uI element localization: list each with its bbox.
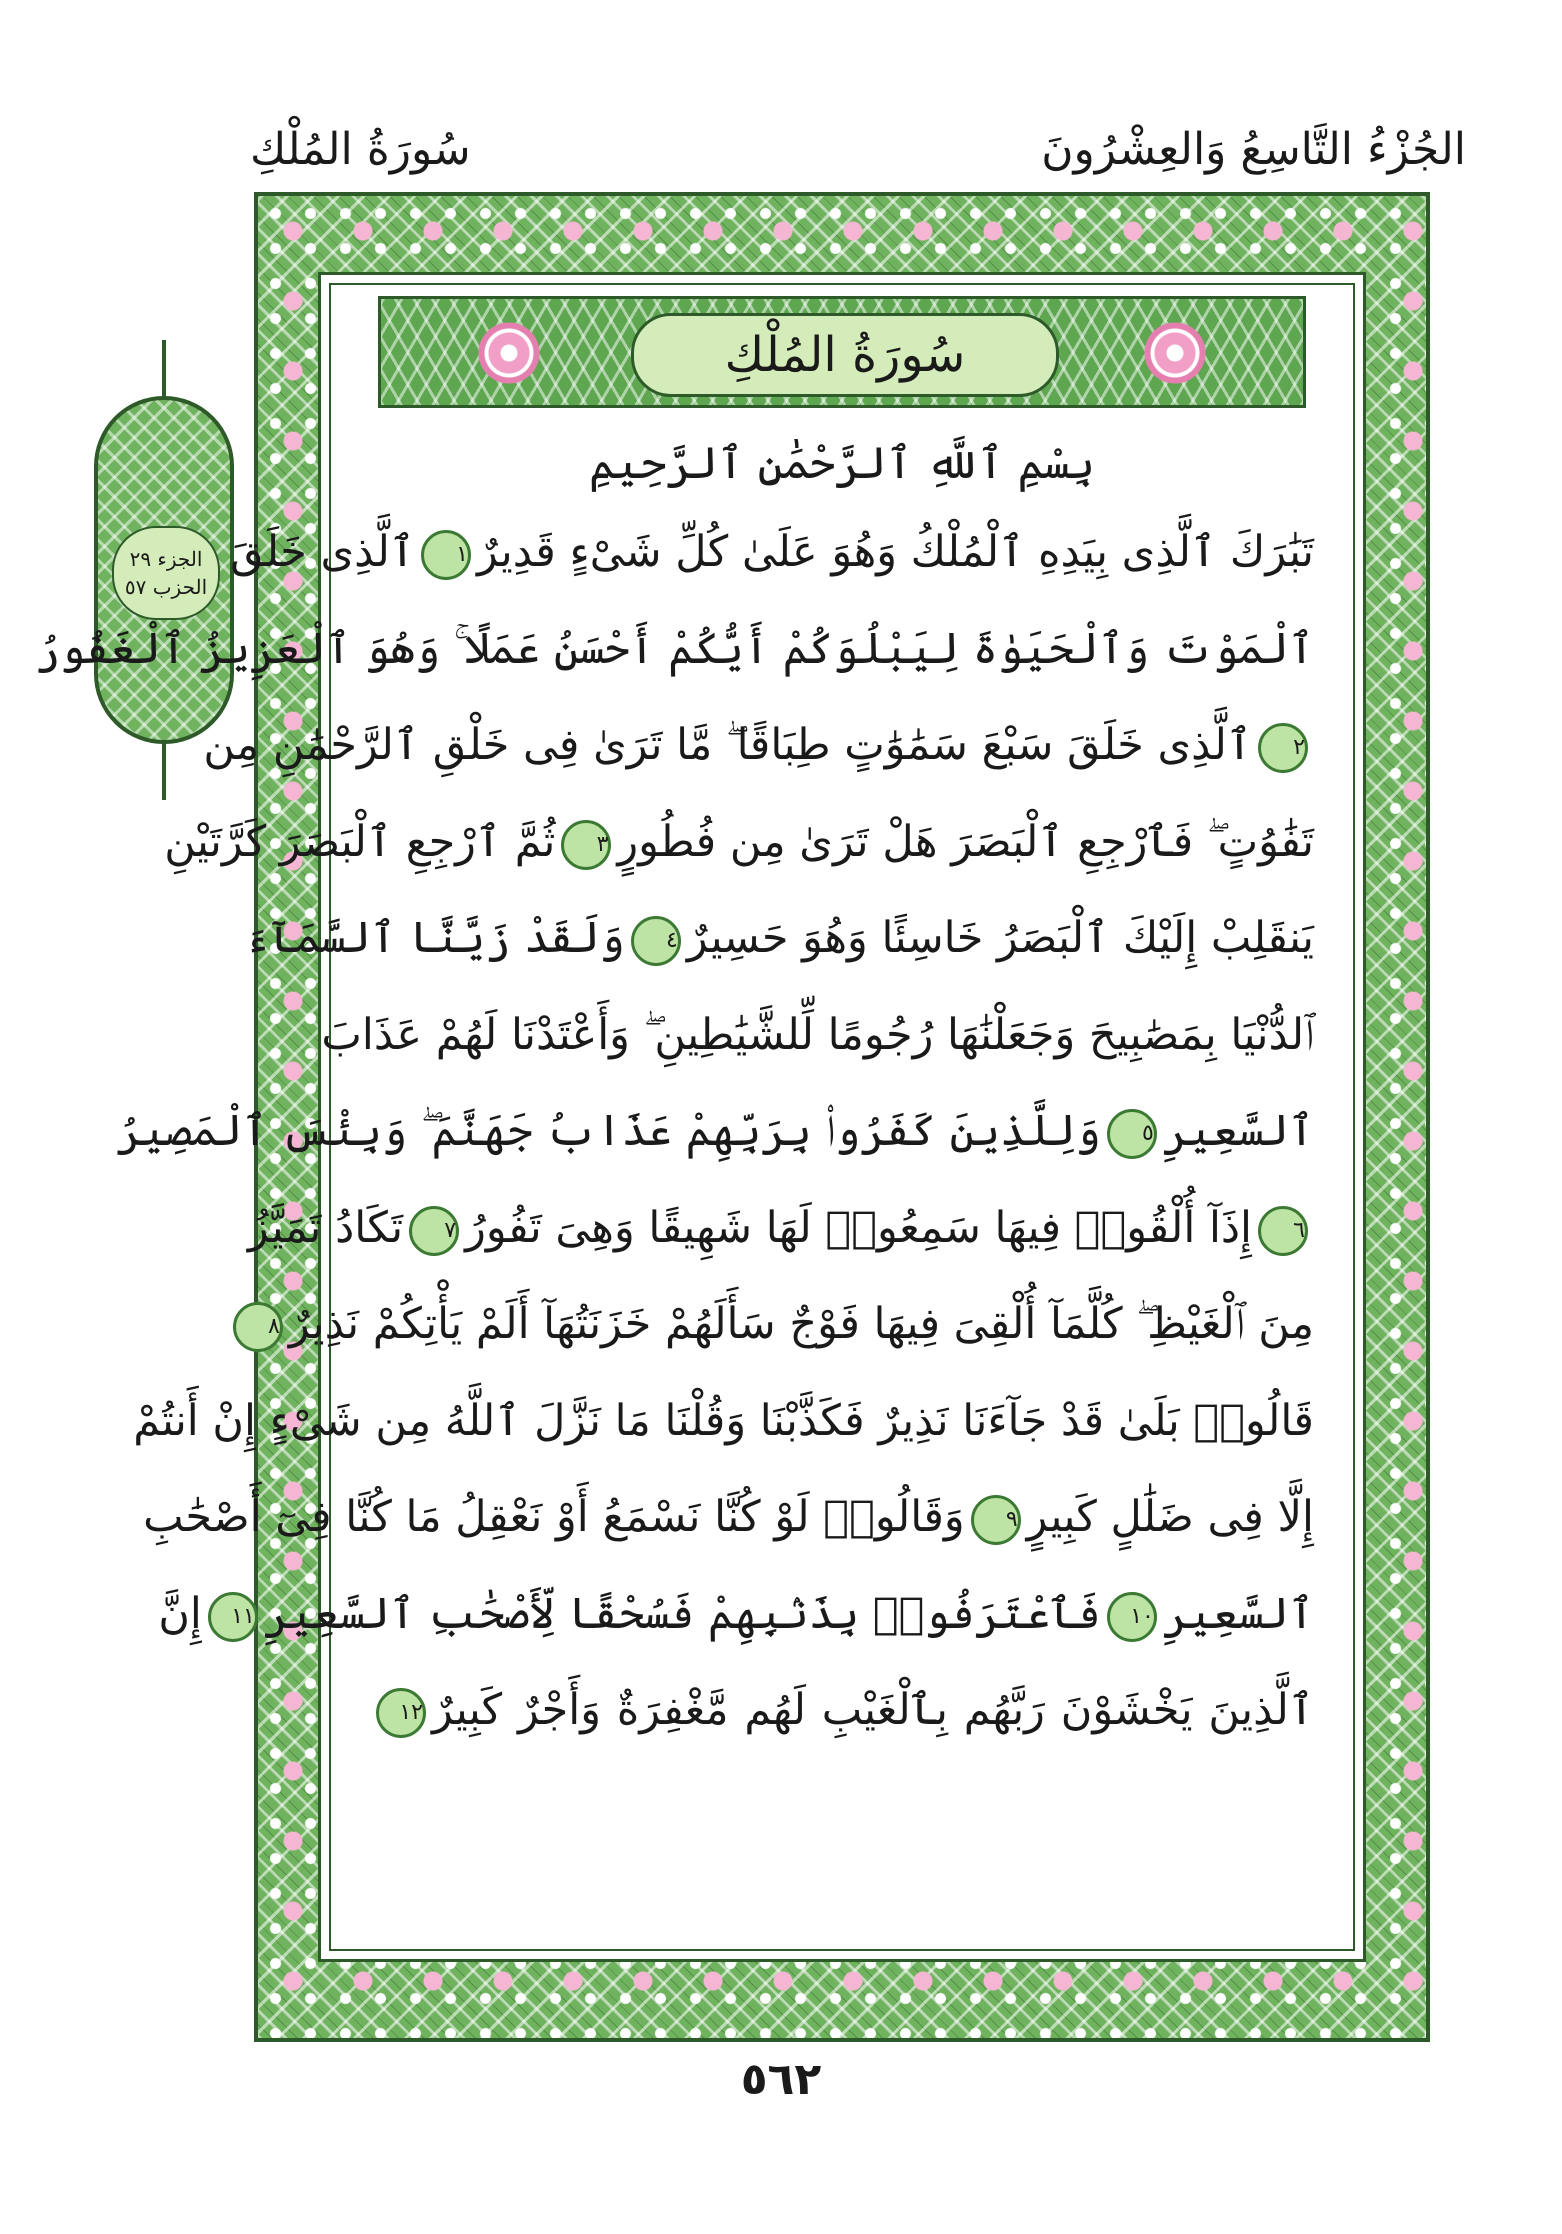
verse-text: ٱلَّذِينَ يَخْشَوْنَ رَبَّهُم بِٱلْغَيْبِ لَهُم مَّغْفِرَةٌ وَأَجْرٌ كَبِيرٌ: [432, 1685, 1314, 1735]
hizb-number-label: الحزب ٥٧: [124, 575, 208, 599]
verse-text: وَلِلَّذِينَ كَفَرُوا۟ بِرَبِّهِمْ عَذَابُ جَهَنَّمَ ۖ وَبِئْسَ ٱلْمَصِيرُ: [116, 1106, 1101, 1156]
ayah-number-marker: ٤: [631, 916, 681, 966]
verse-line: [244, 890, 1314, 987]
rosette-ornament-right: [477, 321, 541, 385]
ayah-number-marker: ١: [421, 530, 471, 580]
verse-text: يَنقَلِبْ إِلَيْكَ ٱلْبَصَرُ خَاسِئًا وَهُوَ حَسِيرٌ: [686, 913, 1314, 963]
ayah-number-marker: ١١: [208, 1592, 258, 1642]
verse-text: إِلَّا فِى ضَلَٰلٍ كَبِيرٍ: [1026, 1492, 1314, 1542]
verse-line: [143, 1469, 1314, 1566]
juz-number-label: الجزء ٢٩: [129, 547, 203, 571]
surah-running-head: سُورَةُ المُلْكِ: [250, 124, 471, 175]
verse-text: مِنَ ٱلْغَيْظِ ۖ كُلَّمَآ أُلْقِىَ فِيهَا فَوْجٌ سَأَلَهُمْ خَزَنَتُهَآ أَلَمْ يَأْتِكُمْ نَذِيرٌ: [288, 1299, 1314, 1349]
basmala: بِسْمِ ٱللَّهِ ٱلرَّحْمَٰنِ ٱلرَّحِيمِ: [588, 438, 1096, 489]
verse-text: ٱلَّذِى خَلَقَ: [230, 527, 415, 577]
verse-line: [116, 1083, 1314, 1180]
verse-text: وَقَالُوا۟ لَوْ كُنَّا نَسْمَعُ أَوْ نَعْقِلُ مَا كُنَّا فِىٓ أَصْحَٰبِ: [143, 1492, 965, 1542]
verse-text: تَفَٰوُتٍ ۖ فَٱرْجِعِ ٱلْبَصَرَ هَلْ تَرَىٰ مِن فُطُورٍ: [617, 816, 1314, 867]
verse-text: إِذَآ أُلْقُوا۟ فِيهَا سَمِعُوا۟ لَهَا شَهِيقًا وَهِىَ تَفُورُ: [465, 1202, 1252, 1253]
verse-text: فَٱعْتَرَفُوا۟ بِذَنۢبِهِمْ فَسُحْقًا لِّأَصْحَٰبِ ٱلسَّعِيرِ: [263, 1588, 1101, 1639]
verse-line: [268, 1276, 1314, 1373]
surah-title-band: [378, 296, 1306, 408]
juz-running-head: الجُزْءُ التَّاسِعُ وَالعِشْرُونَ: [1041, 124, 1466, 175]
ayah-number-marker: ٢: [1258, 723, 1308, 773]
ayah-number-marker: ٥: [1107, 1109, 1157, 1159]
rosette-ornament-left: [1143, 321, 1207, 385]
ayah-number-marker: ٧: [409, 1206, 459, 1256]
verse-line: [321, 987, 1314, 1084]
verse-text: قَالُوا۟ بَلَىٰ قَدْ جَآءَنَا نَذِيرٌ فَكَذَّبْنَا وَقُلْنَا مَا نَزَّلَ ٱللَّهُ مِن شَىْءٍ إِنْ أَنتُمْ: [133, 1395, 1314, 1446]
verse-text: تَكَادُ تَمَيَّزُ: [247, 1202, 404, 1253]
verse-text: ثُمَّ ٱرْجِعِ ٱلْبَصَرَ كَرَّتَيْنِ: [164, 816, 556, 867]
side-marker-stem-bottom: [162, 740, 166, 800]
verse-line: [164, 794, 1314, 891]
verse-line: [247, 1180, 1314, 1277]
verse-text: ٱلدُّنْيَا بِمَصَٰبِيحَ وَجَعَلْنَٰهَا رُجُومًا لِّلشَّيَٰطِينِ ۖ وَأَعْتَدْنَا لَهُمْ عَذَابَ: [321, 1009, 1314, 1060]
verse-line: [158, 1566, 1314, 1663]
verse-text: وَلَقَدْ زَيَّنَّا ٱلسَّمَآءَ: [244, 913, 625, 963]
verse-text: تَبَٰرَكَ ٱلَّذِى بِيَدِهِ ٱلْمُلْكُ وَهُوَ عَلَىٰ كُلِّ شَىْءٍ قَدِيرٌ: [477, 527, 1314, 577]
ayah-number-marker: ٣: [561, 820, 611, 870]
verse-text: ٱلسَّعِيرِ: [1162, 1588, 1314, 1639]
ayah-number-marker: ١٠: [1107, 1592, 1157, 1642]
verse-text: إِنَّ: [158, 1588, 202, 1639]
surah-title: سُورَةُ المُلْكِ: [724, 327, 966, 383]
verse-line: [230, 504, 1314, 601]
verse-line: [133, 1373, 1314, 1470]
page-number: ٥٦٢: [740, 2054, 822, 2105]
ayah-number-marker: ١٢: [376, 1688, 426, 1738]
ayah-number-marker: ٩: [971, 1495, 1021, 1545]
verse-line: [34, 601, 1314, 698]
side-marker-stem-top: [162, 340, 166, 400]
verse-text: ٱلسَّعِيرِ: [1162, 1106, 1314, 1156]
verse-line: [203, 697, 1314, 794]
verse-line: [370, 1662, 1314, 1759]
verse-text: ٱلْمَوْتَ وَٱلْحَيَوٰةَ لِيَبْلُوَكُمْ أَيُّكُمْ أَحْسَنُ عَمَلًا ۚ وَهُوَ ٱلْعَزِيزُ ٱلْغَفُورُ: [34, 623, 1314, 674]
verse-text: ٱلَّذِى خَلَقَ سَبْعَ سَمَٰوَٰتٍ طِبَاقًا ۖ مَّا تَرَىٰ فِى خَلْقِ ٱلرَّحْمَٰنِ مِن: [203, 720, 1252, 770]
surah-title-cartouche: [631, 313, 1059, 397]
ayah-number-marker: ٦: [1258, 1206, 1308, 1256]
ayah-number-marker: ٨: [233, 1302, 283, 1352]
